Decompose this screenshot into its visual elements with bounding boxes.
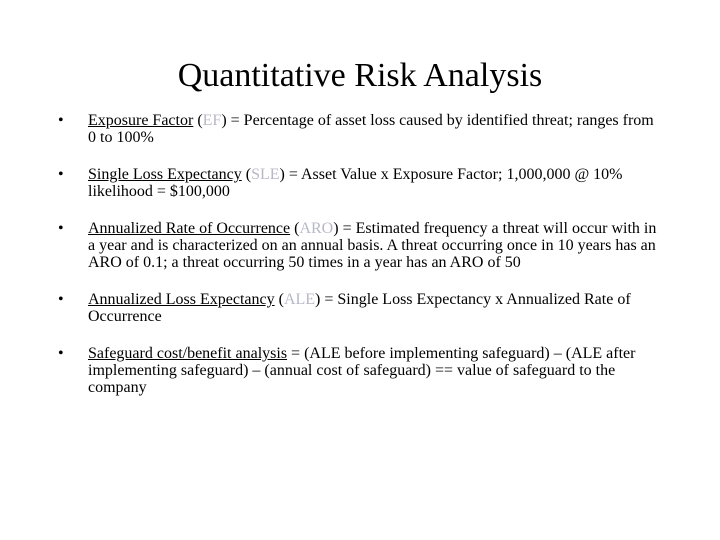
term-link[interactable]: Single Loss Expectancy	[88, 166, 242, 183]
bullet-annualized-rate-of-occurrence	[0, 220, 720, 271]
term-link[interactable]: Annualized Loss Expectancy	[88, 291, 275, 308]
bullet-marker: •	[58, 112, 64, 129]
bullet-marker: •	[58, 291, 64, 308]
paren-close: )	[221, 112, 227, 129]
bullet-list	[0, 112, 720, 416]
paren-close: )	[315, 291, 321, 308]
abbreviation: ARO	[299, 220, 334, 237]
paren-close: )	[333, 220, 339, 237]
paren-open: (	[274, 291, 284, 308]
bullet-marker: •	[58, 345, 64, 362]
bullet-marker: •	[58, 166, 64, 183]
paren-open: (	[193, 112, 203, 129]
bullet-marker: •	[58, 220, 64, 237]
term-link[interactable]: Annualized Rate of Occurrence	[88, 220, 291, 237]
bullet-single-loss-expectancy	[0, 166, 720, 200]
abbreviation: ALE	[283, 291, 316, 308]
paren-open: (	[290, 220, 300, 237]
term-link[interactable]: Exposure Factor	[88, 112, 194, 129]
paren-close: )	[279, 166, 285, 183]
definition-text: = Single Loss Expectancy x Annualized Rate of Occurrence	[88, 291, 631, 325]
paren-open: (	[241, 166, 252, 183]
definition-text: = Estimated frequency a threat will occur with in a year and is characterized on an annual basis. A threat occurring once in 10 years has an ARO of 0.1; a threat occurring 50 times in a year has an ARO of 50	[88, 220, 657, 271]
definition-text: = (ALE before implementing safeguard) – (ALE after implementing safeguard) – (annual cost of safeguard) == value of safeguard to the company	[88, 345, 636, 396]
definition-text: = Asset Value x Exposure Factor; 1,000,000 @ 10% likelihood = $100,000	[88, 166, 623, 200]
abbreviation: SLE	[251, 166, 280, 183]
bullet-annualized-loss-expectancy	[0, 291, 720, 325]
bullet-safeguard-cost-benefit	[0, 345, 720, 396]
slide-title: Quantitative Risk Analysis	[177, 57, 543, 94]
bullet-exposure-factor	[0, 112, 720, 146]
abbreviation: EF	[202, 112, 222, 129]
definition-text: = Percentage of asset loss caused by identified threat; ranges from 0 to 100%	[88, 112, 654, 146]
term-link[interactable]: Safeguard cost/benefit analysis	[88, 345, 288, 362]
